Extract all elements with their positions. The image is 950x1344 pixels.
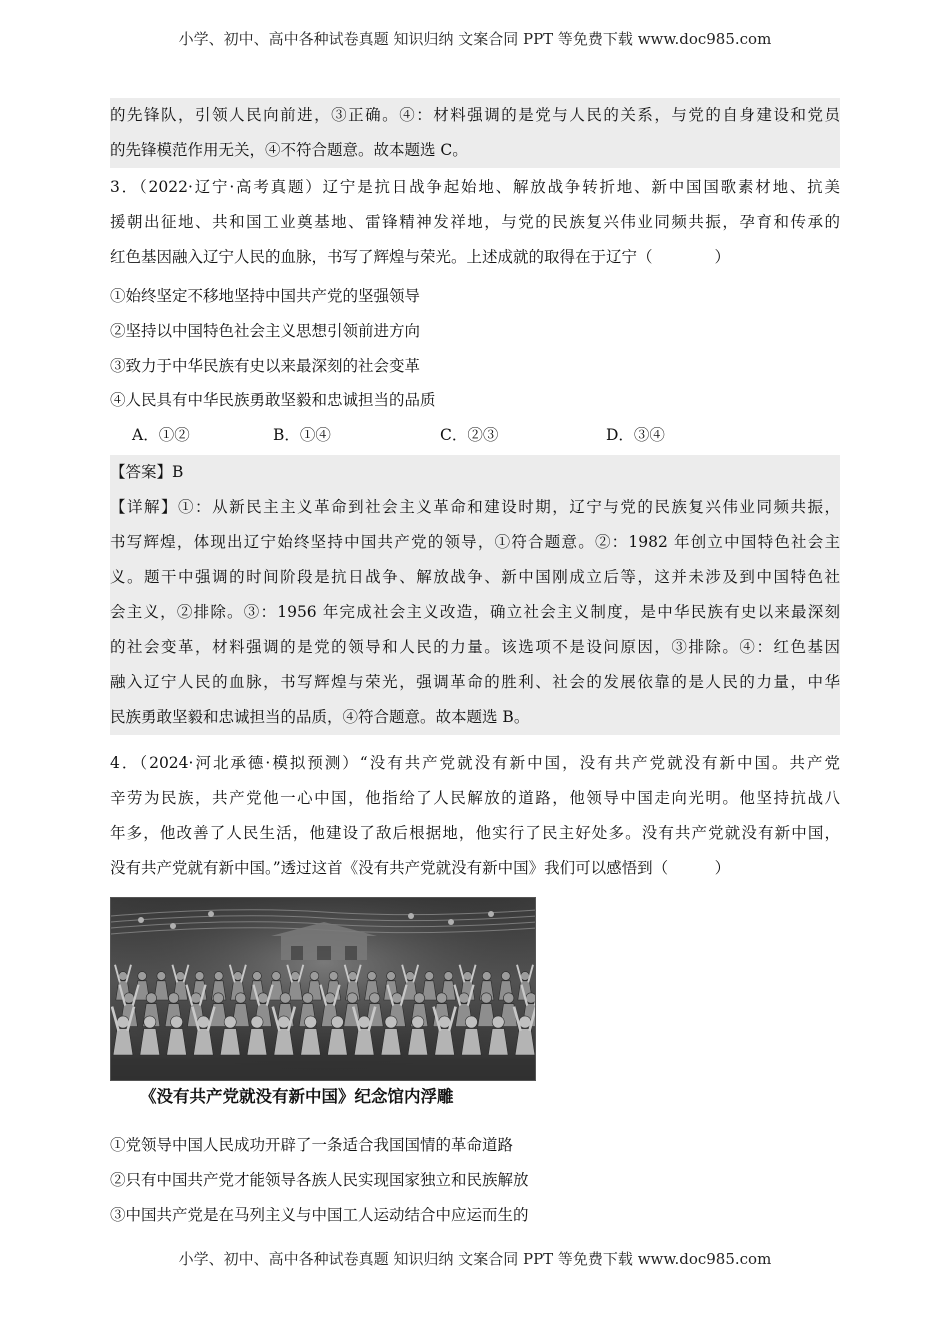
text-line: 没有共产党就有新中国。”透过这首《没有共产党就没有新中国》我们可以感悟到（ ）	[110, 859, 731, 877]
text-line: 的社会变革，材料强调的是党的领导和人民的力量。该选项不是设问原因，③排除。④：红色基因	[110, 638, 840, 656]
option-c: C．②③	[440, 426, 499, 444]
figure-caption: 《没有共产党就没有新中国》纪念馆内浮雕	[140, 1087, 454, 1106]
text-line: 年多，他改善了人民生活，他建设了敌后根据地，他实行了民主好处多。没有共产党就没有新中国，	[110, 824, 840, 842]
prev-answer-block	[110, 98, 840, 168]
question-3-stem	[110, 170, 840, 275]
relief-sculpture-image	[110, 897, 536, 1081]
q3-item-2: ②坚持以中国特色社会主义思想引领前进方向	[110, 322, 421, 340]
q3-item-3: ③致力于中华民族有史以来最深刻的社会变革	[110, 357, 421, 375]
q4-item-1: ①党领导中国人民成功开辟了一条适合我国国情的革命道路	[110, 1136, 514, 1154]
text-line: 辛劳为民族，共产党他一心中国，他指给了人民解放的道路，他领导中国走向光明。他坚持抗战八	[110, 789, 840, 807]
option-d: D．③④	[606, 426, 665, 444]
text-line: 会主义，②排除。③：1956 年完成社会主义改造，确立社会主义制度，是中华民族有史以来最深刻	[110, 603, 840, 621]
text-line: 民族勇敢坚毅和忠诚担当的品质，④符合题意。故本题选 B。	[110, 708, 530, 726]
q3-item-4: ④人民具有中华民族勇敢坚毅和忠诚担当的品质	[110, 391, 436, 409]
option-b: B．①④	[273, 426, 331, 444]
q4-item-3: ③中国共产党是在马列主义与中国工人运动结合中应运而生的	[110, 1206, 529, 1224]
page-header: 小学、初中、高中各种试卷真题 知识归纳 文案合同 PPT 等免费下载 www.doc985.com	[178, 30, 772, 48]
text-line: 3．（2022·辽宁·高考真题）辽宁是抗日战争起始地、解放战争转折地、新中国国歌素材地、抗美	[110, 178, 840, 196]
question-4-stem	[110, 746, 840, 886]
q3-answer-block	[110, 455, 840, 735]
text-line: 融入辽宁人民的血脉，书写辉煌与荣光，强调革命的胜利、社会的发展依靠的是人民的力量，中华	[110, 673, 840, 691]
text-line: 义。题干中强调的时间阶段是抗日战争、解放战争、新中国刚成立后等，这并未涉及到中国特色社	[110, 568, 840, 586]
text-line: 的先锋队，引领人民向前进，③正确。④：材料强调的是党与人民的关系，与党的自身建设和党员	[110, 106, 840, 124]
q3-options	[132, 418, 832, 453]
text-line: 援朝出征地、共和国工业奠基地、雷锋精神发祥地，与党的民族复兴伟业同频共振，孕育和传承的	[110, 213, 840, 231]
text-line: 红色基因融入辽宁人民的血脉，书写了辉煌与荣光。上述成就的取得在于辽宁（ ）	[110, 248, 731, 266]
text-line: 书写辉煌，体现出辽宁始终坚持中国共产党的领导，①符合题意。②：1982 年创立中国特色社会主	[110, 533, 840, 551]
text-line: 【详解】①：从新民主主义革命到社会主义革命和建设时期，辽宁与党的民族复兴伟业同频共振，	[110, 498, 840, 516]
q3-item-1: ①始终坚定不移地坚持中国共产党的坚强领导	[110, 287, 421, 305]
page-footer: 小学、初中、高中各种试卷真题 知识归纳 文案合同 PPT 等免费下载 www.doc985.com	[178, 1250, 772, 1268]
q4-item-2: ②只有中国共产党才能领导各族人民实现国家独立和民族解放	[110, 1171, 529, 1189]
text-line: 4．（2024·河北承德·模拟预测）“没有共产党就没有新中国，没有共产党就没有新中国。共产党	[110, 754, 840, 772]
option-a: A．①②	[132, 426, 190, 444]
text-line: 的先锋模范作用无关，④不符合题意。故本题选 C。	[110, 141, 468, 159]
answer-line: 【答案】B	[110, 463, 184, 481]
